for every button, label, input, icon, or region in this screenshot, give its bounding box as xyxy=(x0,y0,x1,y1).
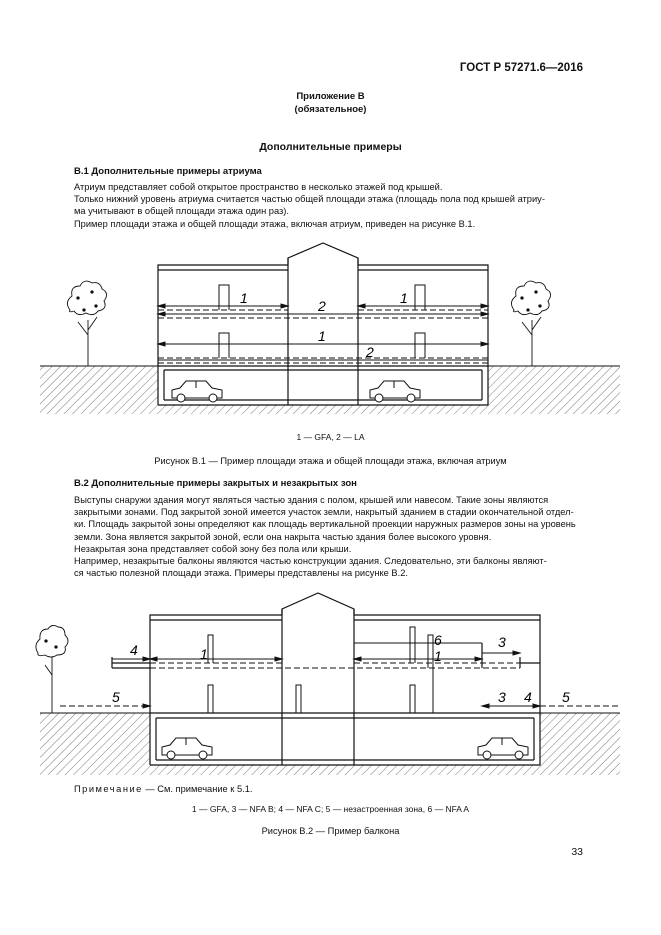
document-header: ГОСТ Р 57271.6—2016 xyxy=(459,62,583,74)
dim-label: 5 xyxy=(112,689,120,705)
dim-label: 1 xyxy=(318,328,326,344)
dimension-lines xyxy=(112,643,540,708)
section-title: Дополнительные примеры xyxy=(259,141,402,153)
dim-label: 3 xyxy=(498,634,506,650)
dim-label: 6 xyxy=(434,632,442,648)
subsection-heading-b1: В.1 Дополнительные примеры атриума xyxy=(74,166,262,177)
text-line: Атриум представляет собой открытое пространство в несколько этажей под крышей. xyxy=(74,182,443,192)
text-line: земли. Зона является закрытой зоной, если она накрыта частью здания более высокого уровня. xyxy=(74,531,492,542)
annex-name: Приложение В xyxy=(296,91,365,102)
page-number: 33 xyxy=(571,846,583,858)
dim-label: 2 xyxy=(366,344,374,360)
text-line: Выступы снаружи здания могут являться частью здания с полом, крышей или навесом. Такие зоны являются xyxy=(74,495,549,505)
figure-b1-legend: 1 — GFA, 2 — LA xyxy=(296,432,365,442)
text-line: Например, незакрытые балконы являются частью конструкции здания. Следовательно, эти балконы являют- xyxy=(74,556,547,567)
dim-label: 3 xyxy=(498,689,506,705)
car-icon xyxy=(162,738,212,759)
dim-label: 1 xyxy=(434,648,442,664)
doors xyxy=(208,627,433,713)
figure-b1-caption: Рисунок В.1 — Пример площади этажа и общей площади этажа, включая атриум xyxy=(154,456,507,466)
figure-b2-drawing xyxy=(0,585,661,780)
tree-icon xyxy=(511,281,550,366)
ground-hatch xyxy=(150,765,540,775)
subsection-heading-b2: В.2 Дополнительные примеры закрытых и незакрытых зон xyxy=(74,478,357,489)
car-icon xyxy=(172,381,222,402)
figure-b1-drawing xyxy=(0,240,661,420)
note-text: — См. примечание к 5.1. xyxy=(142,784,253,794)
text-line: ки. Площадь закрытой зоны определяют как площадь вертикальной проекции наружных размеров зоны на уровень xyxy=(74,519,576,530)
b1-paragraphs xyxy=(74,181,586,230)
text-line: Только нижний уровень атриума считается частью общей площади этажа (площадь пола под крышей атриу- xyxy=(74,194,545,205)
ground-hatch xyxy=(488,366,620,414)
ground-hatch xyxy=(40,366,158,414)
ground-hatch xyxy=(540,713,620,775)
text-line: Пример площади этажа и общей площади этажа, включая атриум, приведен на рисунке В.1. xyxy=(74,218,476,229)
dim-label: 1 xyxy=(200,646,208,662)
figure-b2-note xyxy=(74,784,252,794)
tree-icon xyxy=(67,281,106,366)
text-line: ма учитывают в общей площади этажа один раз). xyxy=(74,206,289,217)
text-line: ся частью полезной площади этажа. Примеры представлены на рисунке В.2. xyxy=(74,568,408,579)
note-label: Примечание xyxy=(74,784,143,794)
dim-label: 2 xyxy=(318,298,326,314)
car-icon xyxy=(370,381,420,402)
building-outline xyxy=(112,593,540,765)
ground-hatch xyxy=(158,405,488,414)
tree-icon xyxy=(36,625,68,713)
building-outline xyxy=(158,243,488,405)
doors xyxy=(219,285,425,358)
dim-label: 5 xyxy=(562,689,570,705)
text-line: закрытыми зонами. Под закрытой зоной имеется участок земли, накрытый зданием в стадии окончательной отдел- xyxy=(74,507,574,518)
ground-hatch xyxy=(40,713,150,775)
figure-b2-legend: 1 — GFA, 3 — NFA B; 4 — NFA C; 5 — незастроенная зона, 6 — NFA A xyxy=(191,804,470,814)
annex-title xyxy=(0,90,661,116)
b2-paragraphs xyxy=(74,494,586,579)
dim-label: 1 xyxy=(400,290,408,306)
dim-label: 4 xyxy=(130,642,138,658)
dim-label: 1 xyxy=(240,290,248,306)
dim-label: 4 xyxy=(524,689,532,705)
car-icon xyxy=(478,738,528,759)
annex-status: (обязательное) xyxy=(294,104,367,115)
text-line: Незакрытая зона представляет собой зону без пола или крыши. xyxy=(74,543,352,554)
floor-slabs xyxy=(60,663,620,706)
figure-b2-caption: Рисунок В.2 — Пример балкона xyxy=(261,826,400,836)
